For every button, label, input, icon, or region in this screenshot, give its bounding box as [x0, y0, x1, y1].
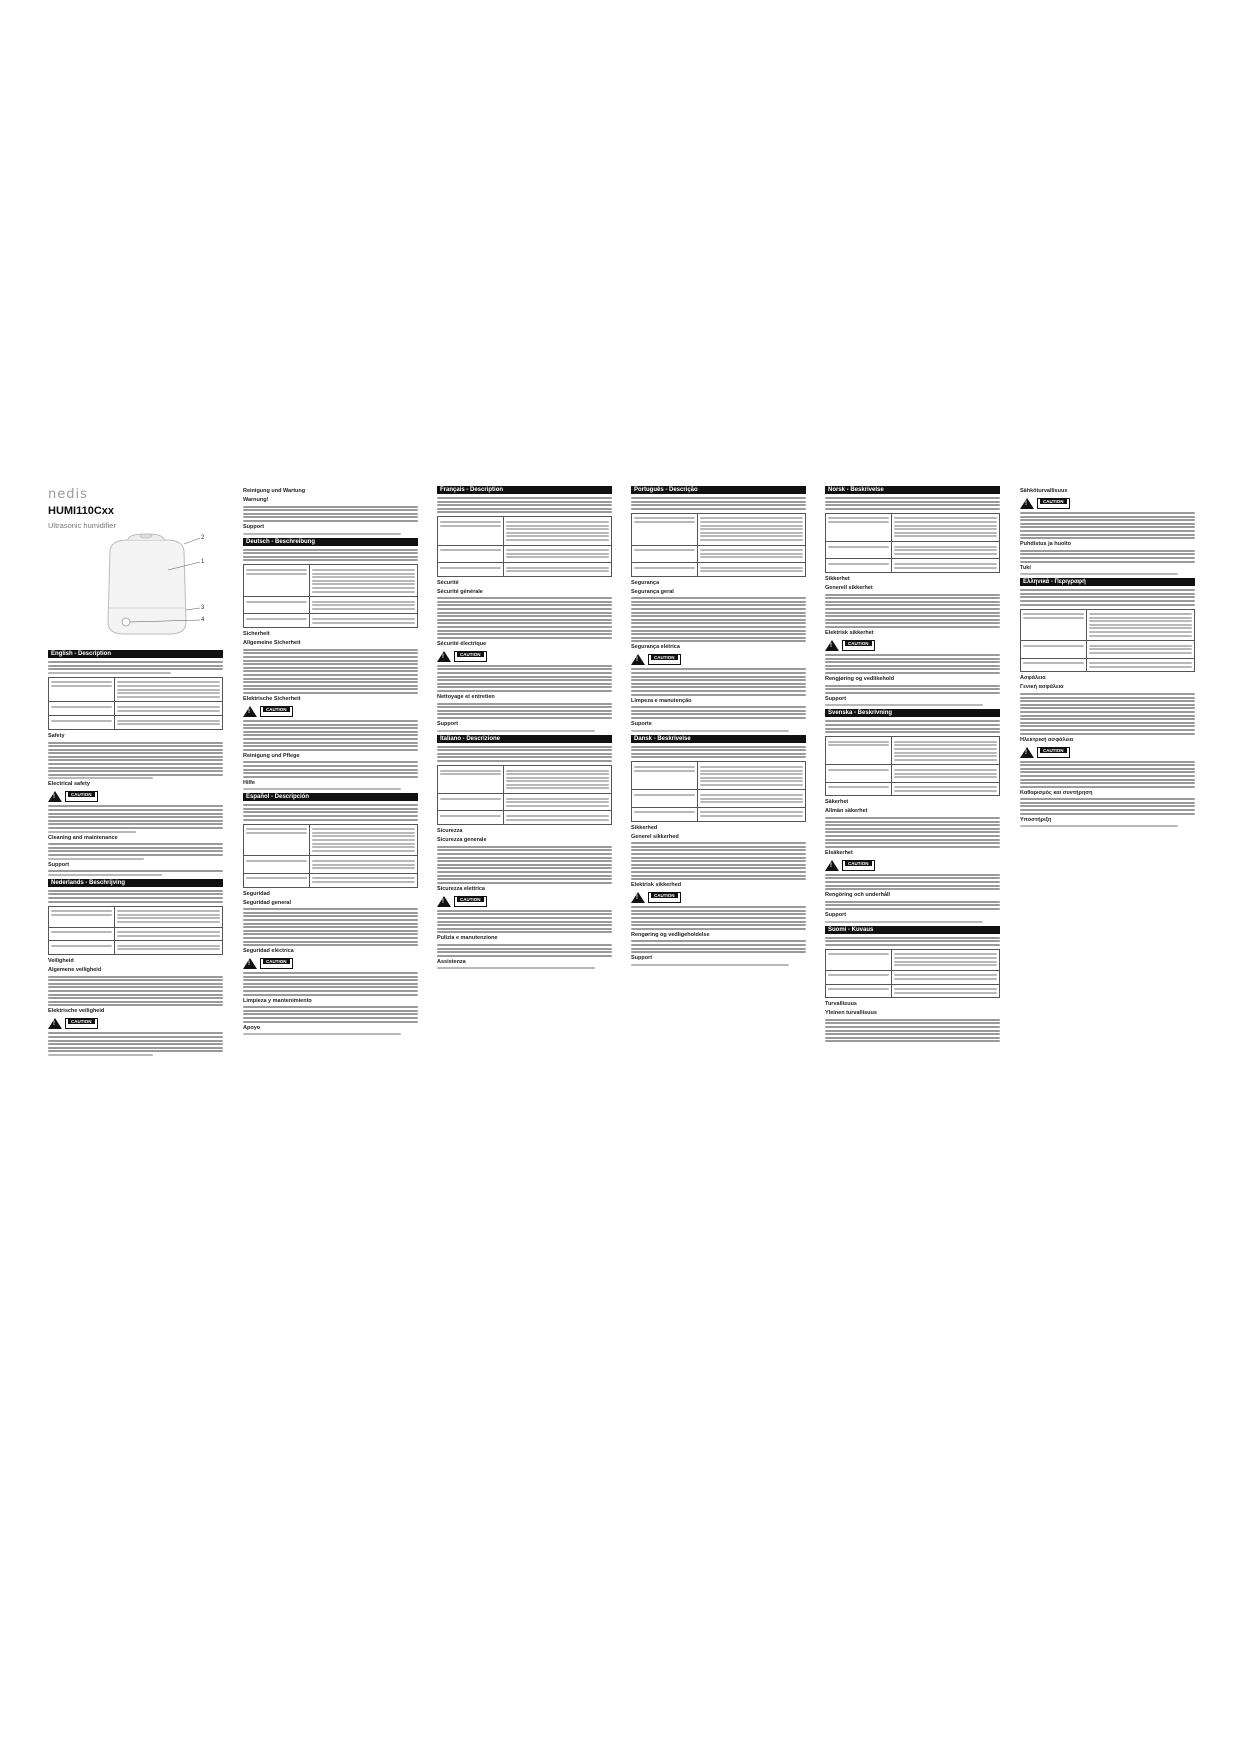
callout-4: 4 — [201, 617, 205, 623]
heading-fi-safety: Turvallisuus — [825, 1001, 857, 1008]
heading-pt-electrical: Segurança elétrica — [631, 644, 680, 651]
heading-sv-cleaning: Rengöring och underhåll — [825, 892, 891, 899]
product-subtitle: Ultrasonic humidifier — [48, 521, 116, 530]
heading-sv-support: Support — [825, 911, 847, 918]
caution-label-nl: ! CAUTION · · · · · · · · — [48, 1018, 223, 1029]
parts-table — [48, 677, 223, 730]
heading-fr-electrical: Sécurité électrique — [437, 640, 487, 647]
heading-it-safety: Sicurezza — [437, 828, 463, 835]
column-english — [48, 650, 223, 1058]
column-finnish-greek — [1020, 486, 1195, 829]
model-title: HUMI110Cxx — [48, 505, 115, 517]
caution-label-da: ! CAUTION · · · · · · · · — [631, 892, 806, 903]
heading-da-electrical: Elektrisk sikkerhed — [631, 882, 682, 889]
callout-3: 3 — [201, 605, 205, 611]
heading-el-cleaning: Καθαρισμός και συντήρηση — [1020, 789, 1093, 796]
heading-it-general: Sicurezza generale — [437, 837, 487, 844]
caution-label-de: ! CAUTION · · · · · · · · — [243, 706, 418, 717]
heading-da-cleaning: Rengøring og vedligeholdelse — [631, 931, 710, 938]
heading-pt-support: Suporte — [631, 720, 652, 727]
heading-fi-general: Yleinen turvallisuus — [825, 1010, 877, 1017]
section-title-da: Dansk - Beskrivelse — [631, 735, 806, 743]
callout-2: 2 — [201, 535, 205, 541]
caution-label: ! CAUTION · · · · · · · · — [48, 791, 223, 802]
heading-el-safety: Ασφάλεια — [1020, 675, 1046, 682]
column-french-italian — [437, 486, 612, 971]
heading-nl-safety: Veiligheid — [48, 958, 74, 965]
section-title-fi: Suomi - Kuvaus — [825, 926, 1000, 934]
heading-it-electrical: Sicurezza elettrica — [437, 885, 485, 892]
parts-table-no — [825, 513, 1000, 573]
parts-table-da — [631, 761, 806, 821]
heading-fi-support: Tuki — [1020, 564, 1031, 571]
caution-label-no: ! CAUTION · · · · · · · · — [825, 640, 1000, 651]
heading-support: Support — [48, 861, 70, 868]
parts-table-fi — [825, 949, 1000, 999]
section-title-el: Ελληνικά - Περιγραφή — [1020, 578, 1195, 586]
heading-sv-electrical: Elsäkerhet — [825, 849, 853, 856]
heading-it-cleaning: Pulizia e manutenzione — [437, 935, 498, 942]
section-title-sv: Svenska - Beskrivning — [825, 709, 1000, 717]
heading-warnung: Warnung! — [243, 497, 269, 503]
heading-fr-support: Support — [437, 720, 459, 727]
heading-da-general: Generel sikkerhed — [631, 833, 679, 840]
caution-label-es: ! CAUTION · · · · · · · · — [243, 958, 418, 969]
heading-el-general: Γενική ασφάλεια — [1020, 684, 1064, 691]
heading-de-general: Allgemeine Sicherheit — [243, 640, 301, 647]
heading-es-electrical: Seguridad eléctrica — [243, 948, 294, 955]
section-title-es: Español - Descripción — [243, 793, 418, 801]
callout-1: 1 — [201, 559, 205, 565]
heading-no-electrical: Elektrisk sikkerhet — [825, 630, 874, 637]
brand-logo: nedis — [48, 487, 88, 502]
heading-fi-electrical: Sähköturvallisuus — [1020, 488, 1068, 494]
heading-no-support: Support — [825, 695, 847, 702]
caution-label-it: ! CAUTION · · · · · · · · — [437, 896, 612, 907]
parts-table-de — [243, 564, 418, 628]
heading-no-cleaning: Rengjøring og vedlikehold — [825, 676, 895, 682]
column-norwegian-swedish-finnish — [825, 486, 1000, 1044]
section-title-fr: Français - Description — [437, 486, 612, 494]
heading-nl-general: Algemene veiligheid — [48, 967, 102, 974]
heading-de-cleaning: Reinigung und Pflege — [243, 752, 300, 759]
heading-el-support: Υποστήριξη — [1020, 816, 1052, 823]
heading-de-safety: Sicherheit — [243, 631, 270, 638]
heading-da-safety: Sikkerhed — [631, 824, 658, 831]
parts-table-pt — [631, 513, 806, 577]
section-title-pt: Português - Descrição — [631, 486, 806, 494]
heading-no-safety: Sikkerhet — [825, 576, 850, 583]
caution-label-pt: ! CAUTION · · · · · · · · — [631, 654, 806, 665]
caution-label-fr: ! CAUTION · · · · · · · · — [437, 651, 612, 662]
heading-da-support: Support — [631, 955, 653, 962]
section-title-en: English - Description — [48, 650, 223, 658]
parts-table-el — [1020, 609, 1195, 673]
heading-pt-safety: Segurança — [631, 579, 660, 586]
heading-en-support-cont: Support — [243, 523, 265, 530]
heading-fr-safety: Sécurité — [437, 579, 459, 586]
section-title-de: Deutsch - Beschreibung — [243, 538, 418, 546]
heading-fr-cleaning: Nettoyage et entretien — [437, 693, 495, 700]
heading-pt-general: Segurança geral — [631, 588, 674, 595]
section-title-it: Italiano - Descrizione — [437, 735, 612, 743]
heading-electrical: Electrical safety — [48, 781, 90, 788]
heading-es-cleaning: Limpieza y mantenimiento — [243, 997, 312, 1004]
heading-it-support: Assistenza — [437, 958, 466, 965]
caution-label-el: ! CAUTION · · · · · · · · — [1020, 747, 1195, 758]
parts-table-fr — [437, 516, 612, 576]
section-title-no: Norsk - Beskrivelse — [825, 486, 1000, 494]
heading-nl-electrical: Elektrische veiligheid — [48, 1008, 105, 1015]
heading-en-cleaning-cont: Reinigung und Wartung — [243, 488, 306, 494]
heading-safety: Safety — [48, 732, 65, 739]
parts-table-nl — [48, 906, 223, 956]
heading-fr-general: Sécurité générale — [437, 588, 483, 595]
heading-el-electrical: Ηλεκτρική ασφάλεια — [1020, 736, 1074, 743]
heading-cleaning: Cleaning and maintenance — [48, 834, 118, 841]
humidifier-illustration — [88, 530, 208, 645]
heading-es-safety: Seguridad — [243, 890, 270, 897]
column-german-spanish — [243, 486, 418, 1037]
heading-de-electrical: Elektrische Sicherheit — [243, 695, 301, 702]
parts-table-es — [243, 824, 418, 888]
heading-fi-cleaning: Puhdistus ja huolto — [1020, 541, 1072, 548]
parts-table-it — [437, 765, 612, 825]
heading-sv-general: Allmän säkerhet — [825, 808, 868, 815]
heading-de-hilfe: Hilfe — [243, 779, 255, 786]
heading-es-general: Seguridad general — [243, 899, 291, 906]
heading-pt-cleaning: Limpeza e manutenção — [631, 697, 692, 704]
column-portuguese-danish — [631, 486, 806, 967]
parts-table-sv — [825, 736, 1000, 796]
heading-es-support: Apoyo — [243, 1024, 261, 1031]
caution-label-fi: ! CAUTION · · · · · · · · — [1020, 498, 1195, 509]
section-title-nl: Nederlands - Beschrijving — [48, 879, 223, 887]
caution-label-sv: ! CAUTION · · · · · · · · — [825, 860, 1000, 871]
heading-no-general: Generell sikkerhet — [825, 585, 873, 592]
heading-sv-safety: Säkerhet — [825, 799, 849, 806]
